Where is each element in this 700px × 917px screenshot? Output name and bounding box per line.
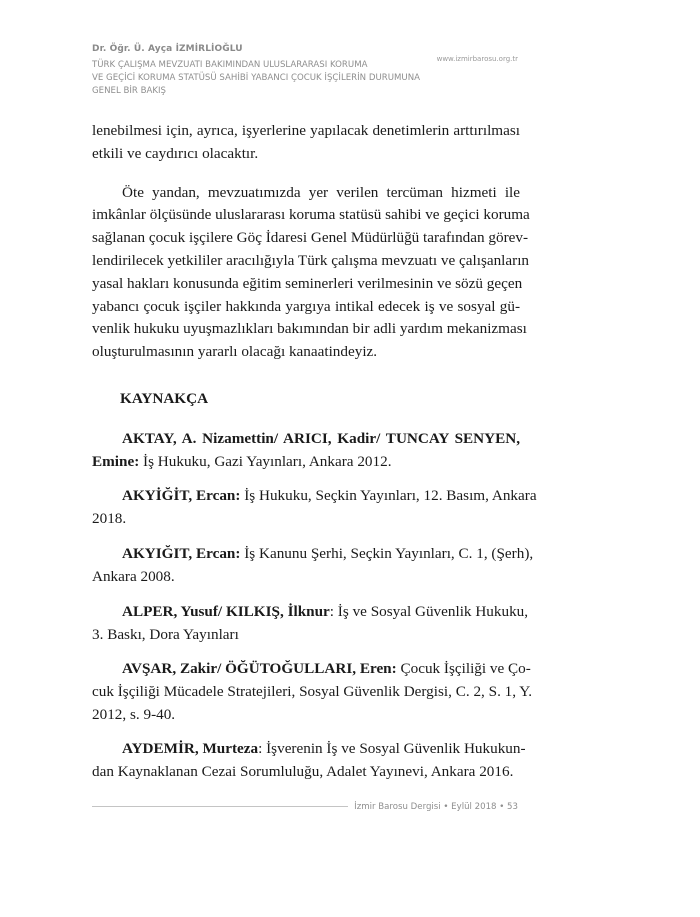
reference-line [92,601,529,624]
reference-item [92,428,520,474]
reference-author: AVŞAR, Zakir/ ÖĞÜTOĞULLARI, Eren: [122,660,397,677]
reference-line [92,543,534,566]
reference-line [92,704,520,727]
reference-text: 3. Baskı, Dora Yayınları [92,625,239,643]
header-url: www.izmirbarosu.org.tr [436,55,518,63]
reference-author: AKTAY, A. Nizamettin/ ARICI, Kadir/ TUNCAY SENYEN, [122,430,520,447]
reference-text: 2018. [92,509,127,527]
reference-line [92,485,537,508]
reference-text: İş Kanunu Şerhi, Seçkin Yayınları, C. 1, (Şerh), [240,545,534,562]
header-title-line: GENEL BİR BAKIŞ [92,86,166,96]
text-line: sağlanan çocuk işçilere Göç İdaresi Genel Müdürlüğü tarafından görev- [92,229,529,247]
paragraph [92,182,530,364]
reference-text: dan Kaynaklanan Cezai Sorumluluğu, Adalet Yayınevi, Ankara 2016. [92,762,514,780]
reference-text: İş Hukuku, Seçkin Yayınları, 12. Basım, Ankara [240,487,537,504]
reference-text: : İş ve Sosyal Güvenlik Hukuku, [329,603,529,620]
reference-item [92,485,537,531]
reference-line [92,451,520,474]
reference-text: : İşverenin İş ve Sosyal Güvenlik Hukukun- [258,740,526,757]
reference-item [92,658,533,726]
text-line: yabancı çocuk işçiler hakkında yargıya intikal edecek iş ve sosyal gü- [92,297,520,315]
reference-text: 2012, s. 9-40. [92,705,176,723]
reference-line [92,761,520,784]
text-line: etkili ve caydırıcı olacaktır. [92,144,259,162]
text-line: lendirilecek yetkililer aracılığıyla Türk çalışma mevzuatı ve çalışanların [92,251,530,269]
reference-text: İş Hukuku, Gazi Yayınları, Ankara 2012. [139,452,392,470]
text-line: lenebilmesi için, ayrıca, işyerlerine yapılacak denetimlerin arttırılması [92,122,520,139]
reference-text: Çocuk İşçiliği ve Ço- [396,660,531,677]
footer-text: İzmir Barosu Dergisi • Eylül 2018 • 53 [348,802,518,812]
reference-line [92,566,520,589]
references-heading: KAYNAKÇA [120,390,209,407]
header-title-line: TÜRK ÇALIŞMA MEVZUATI BAKIMINDAN ULUSLARARASI KORUMA [92,60,368,70]
reference-line [92,658,531,681]
header-author: Dr. Öğr. Ü. Ayça İZMİRLİOĞLU [92,44,243,54]
reference-author: ALPER, Yusuf/ KILKIŞ, İlknur [122,603,330,620]
header-title-line: VE GEÇİCİ KORUMA STATÜSÜ SAHİBİ YABANCI ÇOCUK İŞÇİLERİN DURUMUNA [92,73,421,83]
reference-item [92,601,529,647]
reference-author: AYDEMİR, Murteza [122,740,259,757]
header-title [92,59,512,98]
text-line: imkânlar ölçüsünde uluslararası koruma statüsü sahibi ve geçici koruma [92,206,530,224]
body-text [92,120,530,364]
text-line: oluşturulmasının yararlı olacağı kanaatindeyiz. [92,343,378,361]
reference-author: AKYİĞİT, Ercan: [122,487,241,504]
text-line: Öte yandan, mevzuatımızda yer verilen tercüman hizmeti ile [122,183,520,201]
paragraph [92,120,520,166]
reference-text: cuk İşçiliği Mücadele Stratejileri, Sosyal Güvenlik Dergisi, C. 2, S. 1, Y. [92,682,533,700]
reference-author: AKYIĞIT, Ercan: [122,545,241,562]
reference-line [92,624,520,647]
reference-line [92,681,533,704]
reference-author: Emine: [92,452,140,470]
reference-line [92,738,526,761]
text-line: yasal hakları konusunda eğitim seminerleri verilmesinin ve sözü geçen [92,274,523,292]
text-line: venlik hukuku uyuşmazlıkları bakımından bir adli yardım mekanizması [92,320,527,338]
reference-item [92,543,534,589]
reference-line [92,428,520,451]
reference-item [92,738,526,784]
reference-text: Ankara 2008. [92,567,175,585]
reference-line [92,508,520,531]
